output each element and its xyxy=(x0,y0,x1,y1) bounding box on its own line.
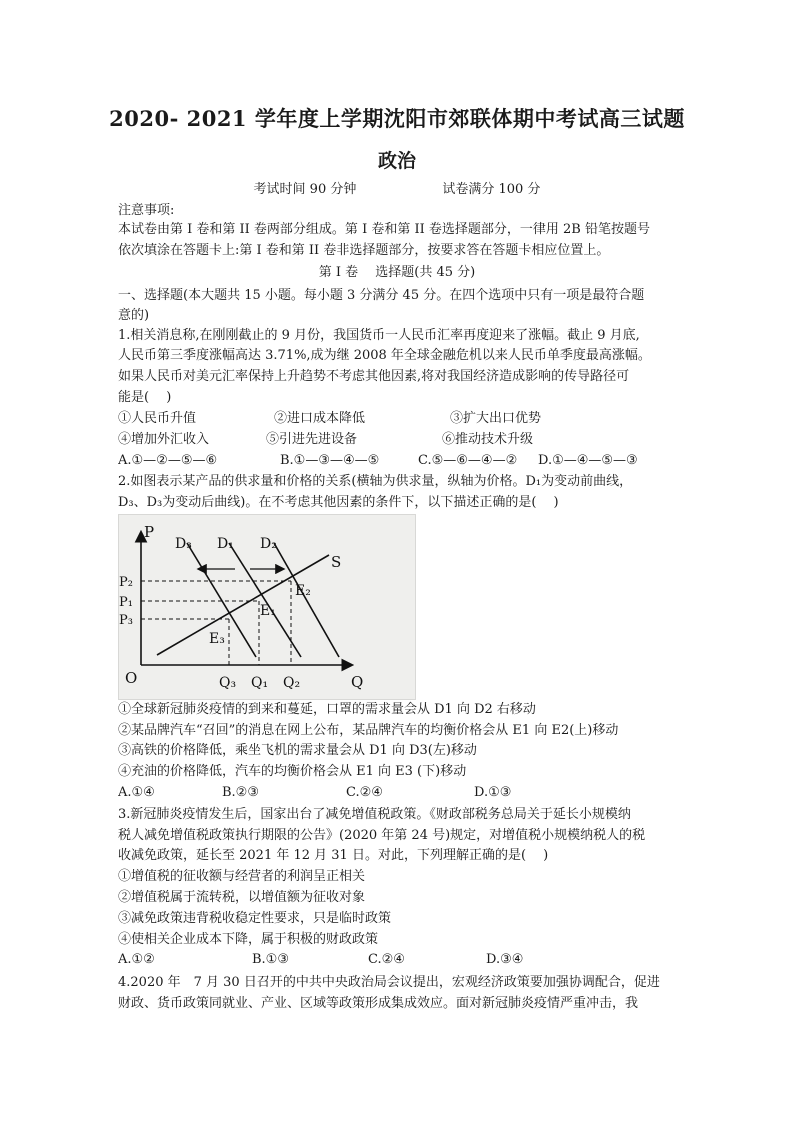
option-a[interactable]: A.①② xyxy=(118,952,155,967)
question-1-items-row xyxy=(118,410,688,428)
supply-demand-diagram xyxy=(119,515,415,699)
option-c[interactable]: C.⑤—⑥—④—② xyxy=(418,453,518,468)
option-a[interactable]: A.①—②—⑤—⑥ xyxy=(118,453,218,468)
section-intro: 意的) xyxy=(118,308,150,323)
question-1-item: ①人民币升值 xyxy=(118,411,197,426)
notice-line: 依次填涂在答题卡上:第 I 卷和第 II 卷非选择题部分，按要求答在答题卡相应位置上。 xyxy=(118,243,610,258)
demand-curve-d2 xyxy=(274,543,342,657)
question-2-text: D₃、D₃为变动后曲线)。在不考虑其他因素的条件下，以下描述正确的是( ) xyxy=(118,495,559,510)
price-label-p1: P₁ xyxy=(119,595,133,610)
origin-label: O xyxy=(125,669,138,687)
option-b[interactable]: B.①—③—④—⑤ xyxy=(280,453,380,468)
question-3-text: 税人减免增值税政策执行期限的公告》(2020 年第 24 号)规定，对增值税小规模纳税人的税 xyxy=(118,828,646,843)
question-4-text: 4.2020 年 7 月 30 日召开的中共中央政治局会议提出，宏观经济政策要加强协调配合，促进 xyxy=(118,975,660,990)
question-1-item: ④增加外汇收入 xyxy=(118,432,210,447)
option-d[interactable]: D.①—④—⑤—③ xyxy=(538,453,638,468)
axis-label-q: Q xyxy=(351,673,364,691)
quantity-label-q3: Q₃ xyxy=(219,675,237,691)
option-d[interactable]: D.①③ xyxy=(474,785,512,800)
question-1-item: ③扩大出口优势 xyxy=(450,411,542,426)
question-1-text: 1.相关消息称,在刚刚截止的 9 月份，我国货币一人民币汇率再度迎来了涨幅。截止 9 月底, xyxy=(118,328,640,343)
equilibrium-label-e1: E₁ xyxy=(260,603,276,619)
question-1-item: ②进口成本降低 xyxy=(274,411,366,426)
question-2-text: 2.如图表示某产品的供求量和价格的关系(横轴为供求量，纵轴为价格。D₁为变动前曲线， xyxy=(118,474,633,489)
supply-label: S xyxy=(331,553,342,571)
exam-subject: 政治 xyxy=(377,150,416,172)
question-1-options xyxy=(118,452,688,470)
exam-time: 考试时间 90 分钟 xyxy=(253,182,357,197)
demand-label-d2: D₂ xyxy=(260,536,277,552)
option-b[interactable]: B.①③ xyxy=(252,952,289,967)
demand-label-d1: D₁ xyxy=(217,536,234,552)
option-d[interactable]: D.③④ xyxy=(486,952,524,967)
notice-line: 本试卷由第 I 卷和第 II 卷两部分组成。第 I 卷和第 II 卷选择题部分，一律用 2B 铅笔按题号 xyxy=(118,222,650,237)
question-1-text: 如果人民币对美元汇率保持上升趋势不考虑其他因素,将对我国经济造成影响的传导路径可 xyxy=(118,369,630,384)
question-2-statement: ③高铁的价格降低，乘坐飞机的需求量会从 D1 向 D3(左)移动 xyxy=(118,743,477,758)
question-3-text: 收减免政策，延长至 2021 年 12 月 31 日。对此，下列理解正确的是( ) xyxy=(118,848,549,863)
supply-demand-figure xyxy=(118,514,416,700)
equilibrium-label-e2: E₂ xyxy=(295,583,311,599)
question-1-text: 能是( ) xyxy=(118,390,172,405)
question-2-statement: ④充油的价格降低，汽车的均衡价格会从 E1 向 E3 (下)移动 xyxy=(118,764,467,779)
equilibrium-guides xyxy=(141,581,291,665)
question-3-statement: ④使相关企业成本下降，属于积极的财政政策 xyxy=(118,932,379,947)
exam-score: 试卷满分 100 分 xyxy=(442,182,541,197)
axis-label-p: P xyxy=(144,523,155,541)
option-a[interactable]: A.①④ xyxy=(118,785,155,800)
price-label-p2: P₂ xyxy=(119,575,133,590)
notice-heading: 注意事项: xyxy=(118,203,175,218)
question-3-text: 3.新冠肺炎疫情发生后，国家出台了减免增值税政策。《财政部税务总局关于延长小规模纳 xyxy=(118,807,631,822)
supply-curve xyxy=(157,555,329,655)
question-1-item: ⑤引进先进设备 xyxy=(266,432,358,447)
option-b[interactable]: B.②③ xyxy=(222,785,259,800)
section-title: 第 I 卷 选择题(共 45 分) xyxy=(318,265,476,280)
demand-curve-d1 xyxy=(229,543,301,657)
demand-label-d3: D₃ xyxy=(175,536,192,552)
question-2-statement: ②某品牌汽车“召回”的消息在网上公布，某品牌汽车的均衡价格会从 E1 向 E2(上)移动 xyxy=(118,723,619,738)
question-1-item: ⑥推动技术升级 xyxy=(442,432,534,447)
question-1-items-row xyxy=(118,431,688,449)
exam-title: 2020- 2021 学年度上学期沈阳市郊联体期中考试高三试题 xyxy=(109,106,685,131)
question-3-statement: ②增值税属于流转税，以增值额为征收对象 xyxy=(118,890,366,905)
question-3-statement: ①增值税的征收额与经营者的利润呈正相关 xyxy=(118,869,366,884)
question-4-text: 财政、货币政策同就业、产业、区域等政策形成集成效应。面对新冠肺炎疫情严重冲击，我 xyxy=(118,996,639,1011)
option-c[interactable]: C.②④ xyxy=(368,952,405,967)
question-1-text: 人民币第三季度涨幅高达 3.71%,成为继 2008 年全球金融危机以来人民币单季度最高涨幅。 xyxy=(118,348,651,363)
question-3-statement: ③减免政策违背税收稳定性要求，只是临时政策 xyxy=(118,911,392,926)
exam-info xyxy=(0,181,794,199)
price-label-p3: P₃ xyxy=(119,613,133,628)
section-intro: 一、选择题(本大题共 15 小题。每小题 3 分满分 45 分。在四个选项中只有一项是最符合题 xyxy=(118,288,645,303)
question-3-options xyxy=(118,951,688,969)
equilibrium-label-e3: E₃ xyxy=(209,631,225,647)
option-c[interactable]: C.②④ xyxy=(346,785,383,800)
quantity-label-q2: Q₂ xyxy=(283,675,301,691)
quantity-label-q1: Q₁ xyxy=(251,675,269,691)
question-2-options xyxy=(118,784,688,802)
question-2-statement: ①全球新冠肺炎疫情的到来和蔓延，口罩的需求量会从 D1 向 D2 右移动 xyxy=(118,702,536,717)
